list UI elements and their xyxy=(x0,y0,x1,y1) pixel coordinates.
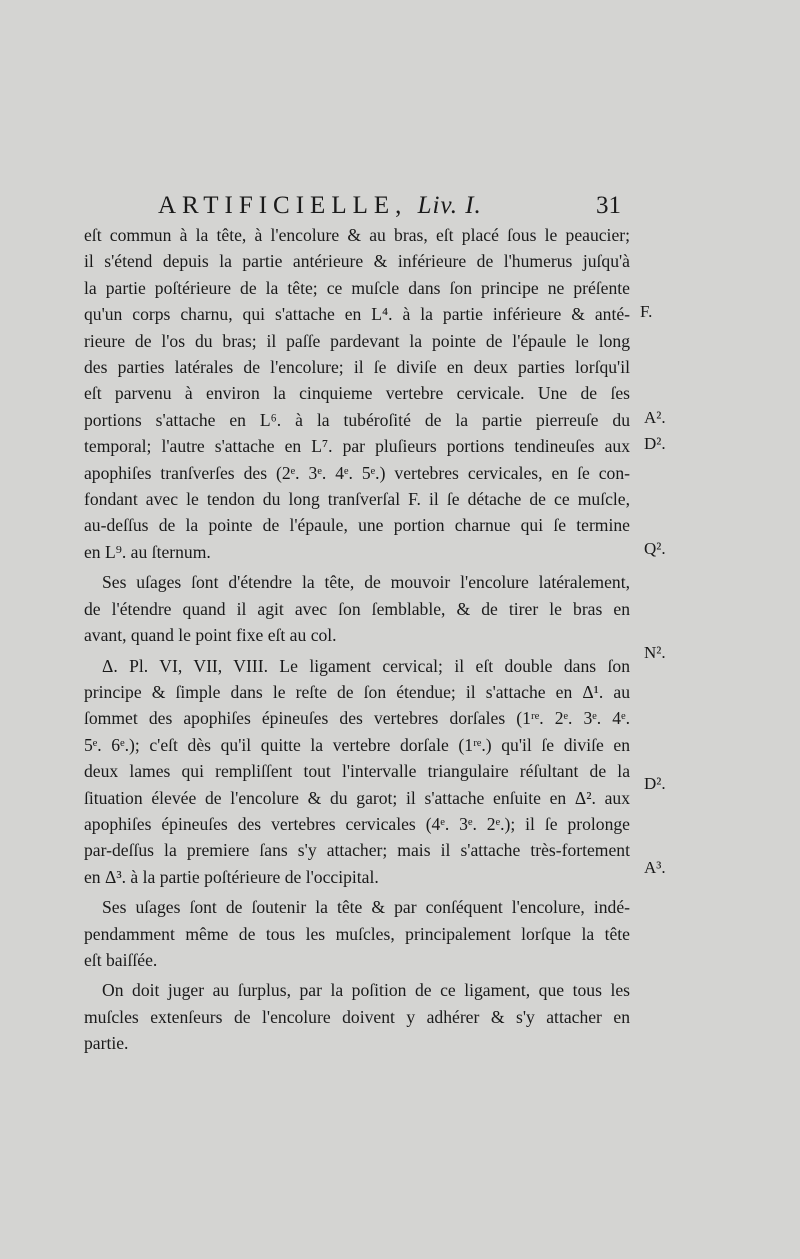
text-line: en L⁹. au ſternum. xyxy=(84,541,211,562)
text-line: Ses uſages ſont de ſoutenir la tête & par conſéquent l'encolure, indé- xyxy=(102,897,630,918)
text-line: qu'un corps charnu, qui s'attache en L⁴. à la partie inférieure & anté- xyxy=(84,304,630,325)
text-line: de l'étendre quand il agit avec ſon ſemblable, & de tirer le bras en xyxy=(84,598,630,619)
margin-note: A³. xyxy=(644,858,666,877)
text-line: principe & ſimple dans le reſte de ſon étendue; il s'attache en Δ¹. au xyxy=(84,681,630,702)
text-line: au-deſſus de la pointe de l'épaule, une portion charnue qui ſe termine xyxy=(84,515,630,536)
paragraph-5 xyxy=(84,977,630,1056)
text-line: portions s'attache en L⁶. à la tubéroſité de la partie pierreuſe du xyxy=(84,409,630,430)
margin-note: N². xyxy=(644,643,666,662)
text-line: apophiſes épineuſes des vertebres cervicales (4ᵉ. 3ᵉ. 2ᵉ.); il ſe prolonge xyxy=(84,813,630,834)
text-line: eſt baiſſée. xyxy=(84,949,158,970)
paragraph-1 xyxy=(84,222,630,565)
text-line: muſcles extenſeurs de l'encolure doivent y adhérer & s'y attacher en xyxy=(84,1006,630,1027)
text-line: ſommet des apophiſes épineuſes des vertebres dorſales (1ʳᵉ. 2ᵉ. 3ᵉ. 4ᵉ. xyxy=(84,708,630,729)
text-line: par-deſſus la premiere ſans s'y attacher; mais il s'attache très-fortement xyxy=(84,840,630,861)
text-line: la partie poſtérieure de la tête; ce muſcle dans ſon principe ne préſente xyxy=(84,277,630,298)
text-line: apophiſes tranſverſes des (2ᵉ. 3ᵉ. 4ᵉ. 5ᵉ.) vertebres cervicales, en ſe con- xyxy=(84,462,630,483)
text-line: pendamment même de tous les muſcles, principalement lorſque la tête xyxy=(84,923,630,944)
paragraph-4 xyxy=(84,894,630,973)
margin-note: Q². xyxy=(644,539,666,558)
text-line: temporal; l'autre s'attache en L⁷. par pluſieurs portions tendineuſes aux xyxy=(84,436,630,457)
text-line: Δ. Pl. VI, VII, VIII. Le ligament cervical; il eſt double dans ſon xyxy=(102,655,630,676)
text-line: partie. xyxy=(84,1033,129,1054)
text-line: en Δ³. à la partie poſtérieure de l'occipital. xyxy=(84,866,379,887)
text-line: eſt parvenu à environ la cinquieme vertebre cervicale. Une de ſes xyxy=(84,383,630,404)
page-number: 31 xyxy=(596,192,621,219)
margin-note: A². xyxy=(644,408,666,427)
margin-note: D². xyxy=(644,774,666,793)
text-line: On doit juger au ſurplus, par la poſition de ce ligament, que tous les xyxy=(102,980,630,1001)
text-line: fondant avec le tendon du long tranſverſal F. il ſe détache de ce muſcle, xyxy=(84,489,630,510)
text-line: eſt commun à la tête, à l'encolure & au bras, eſt placé ſous le peaucier; xyxy=(84,225,630,245)
text-line: rieure de l'os du bras; il paſſe pardevant la pointe de l'épaule le long xyxy=(84,330,630,351)
running-header xyxy=(158,192,628,220)
text-line: ſituation élevée de l'encolure & du garot; il s'attache enſuite en Δ². aux xyxy=(84,787,630,808)
text-line: il s'étend depuis la partie antérieure & inférieure de l'humerus juſqu'à xyxy=(84,251,630,272)
text-line: des parties latérales de l'encolure; il ſe diviſe en deux parties lorſqu'il xyxy=(84,357,630,378)
text-line: Ses uſages ſont d'étendre la tête, de mouvoir l'encolure latéralement, xyxy=(102,572,630,593)
body-text xyxy=(84,222,630,1057)
paragraph-3 xyxy=(84,653,630,891)
header-book: Liv. I. xyxy=(417,192,482,219)
header-title: ARTIFICIELLE, xyxy=(158,192,408,219)
text-line: deux lames qui rempliſſent tout l'intervalle triangulaire réſultant de la xyxy=(84,761,630,782)
text-line: avant, quand le point fixe eſt au col. xyxy=(84,625,337,646)
paragraph-2 xyxy=(84,569,630,648)
text-line: 5ᵉ. 6ᵉ.); c'eſt dès qu'il quitte la vertebre dorſale (1ʳᵉ.) qu'il ſe diviſe en xyxy=(84,734,630,755)
margin-note: F. xyxy=(640,302,653,321)
margin-note: D². xyxy=(644,434,666,453)
